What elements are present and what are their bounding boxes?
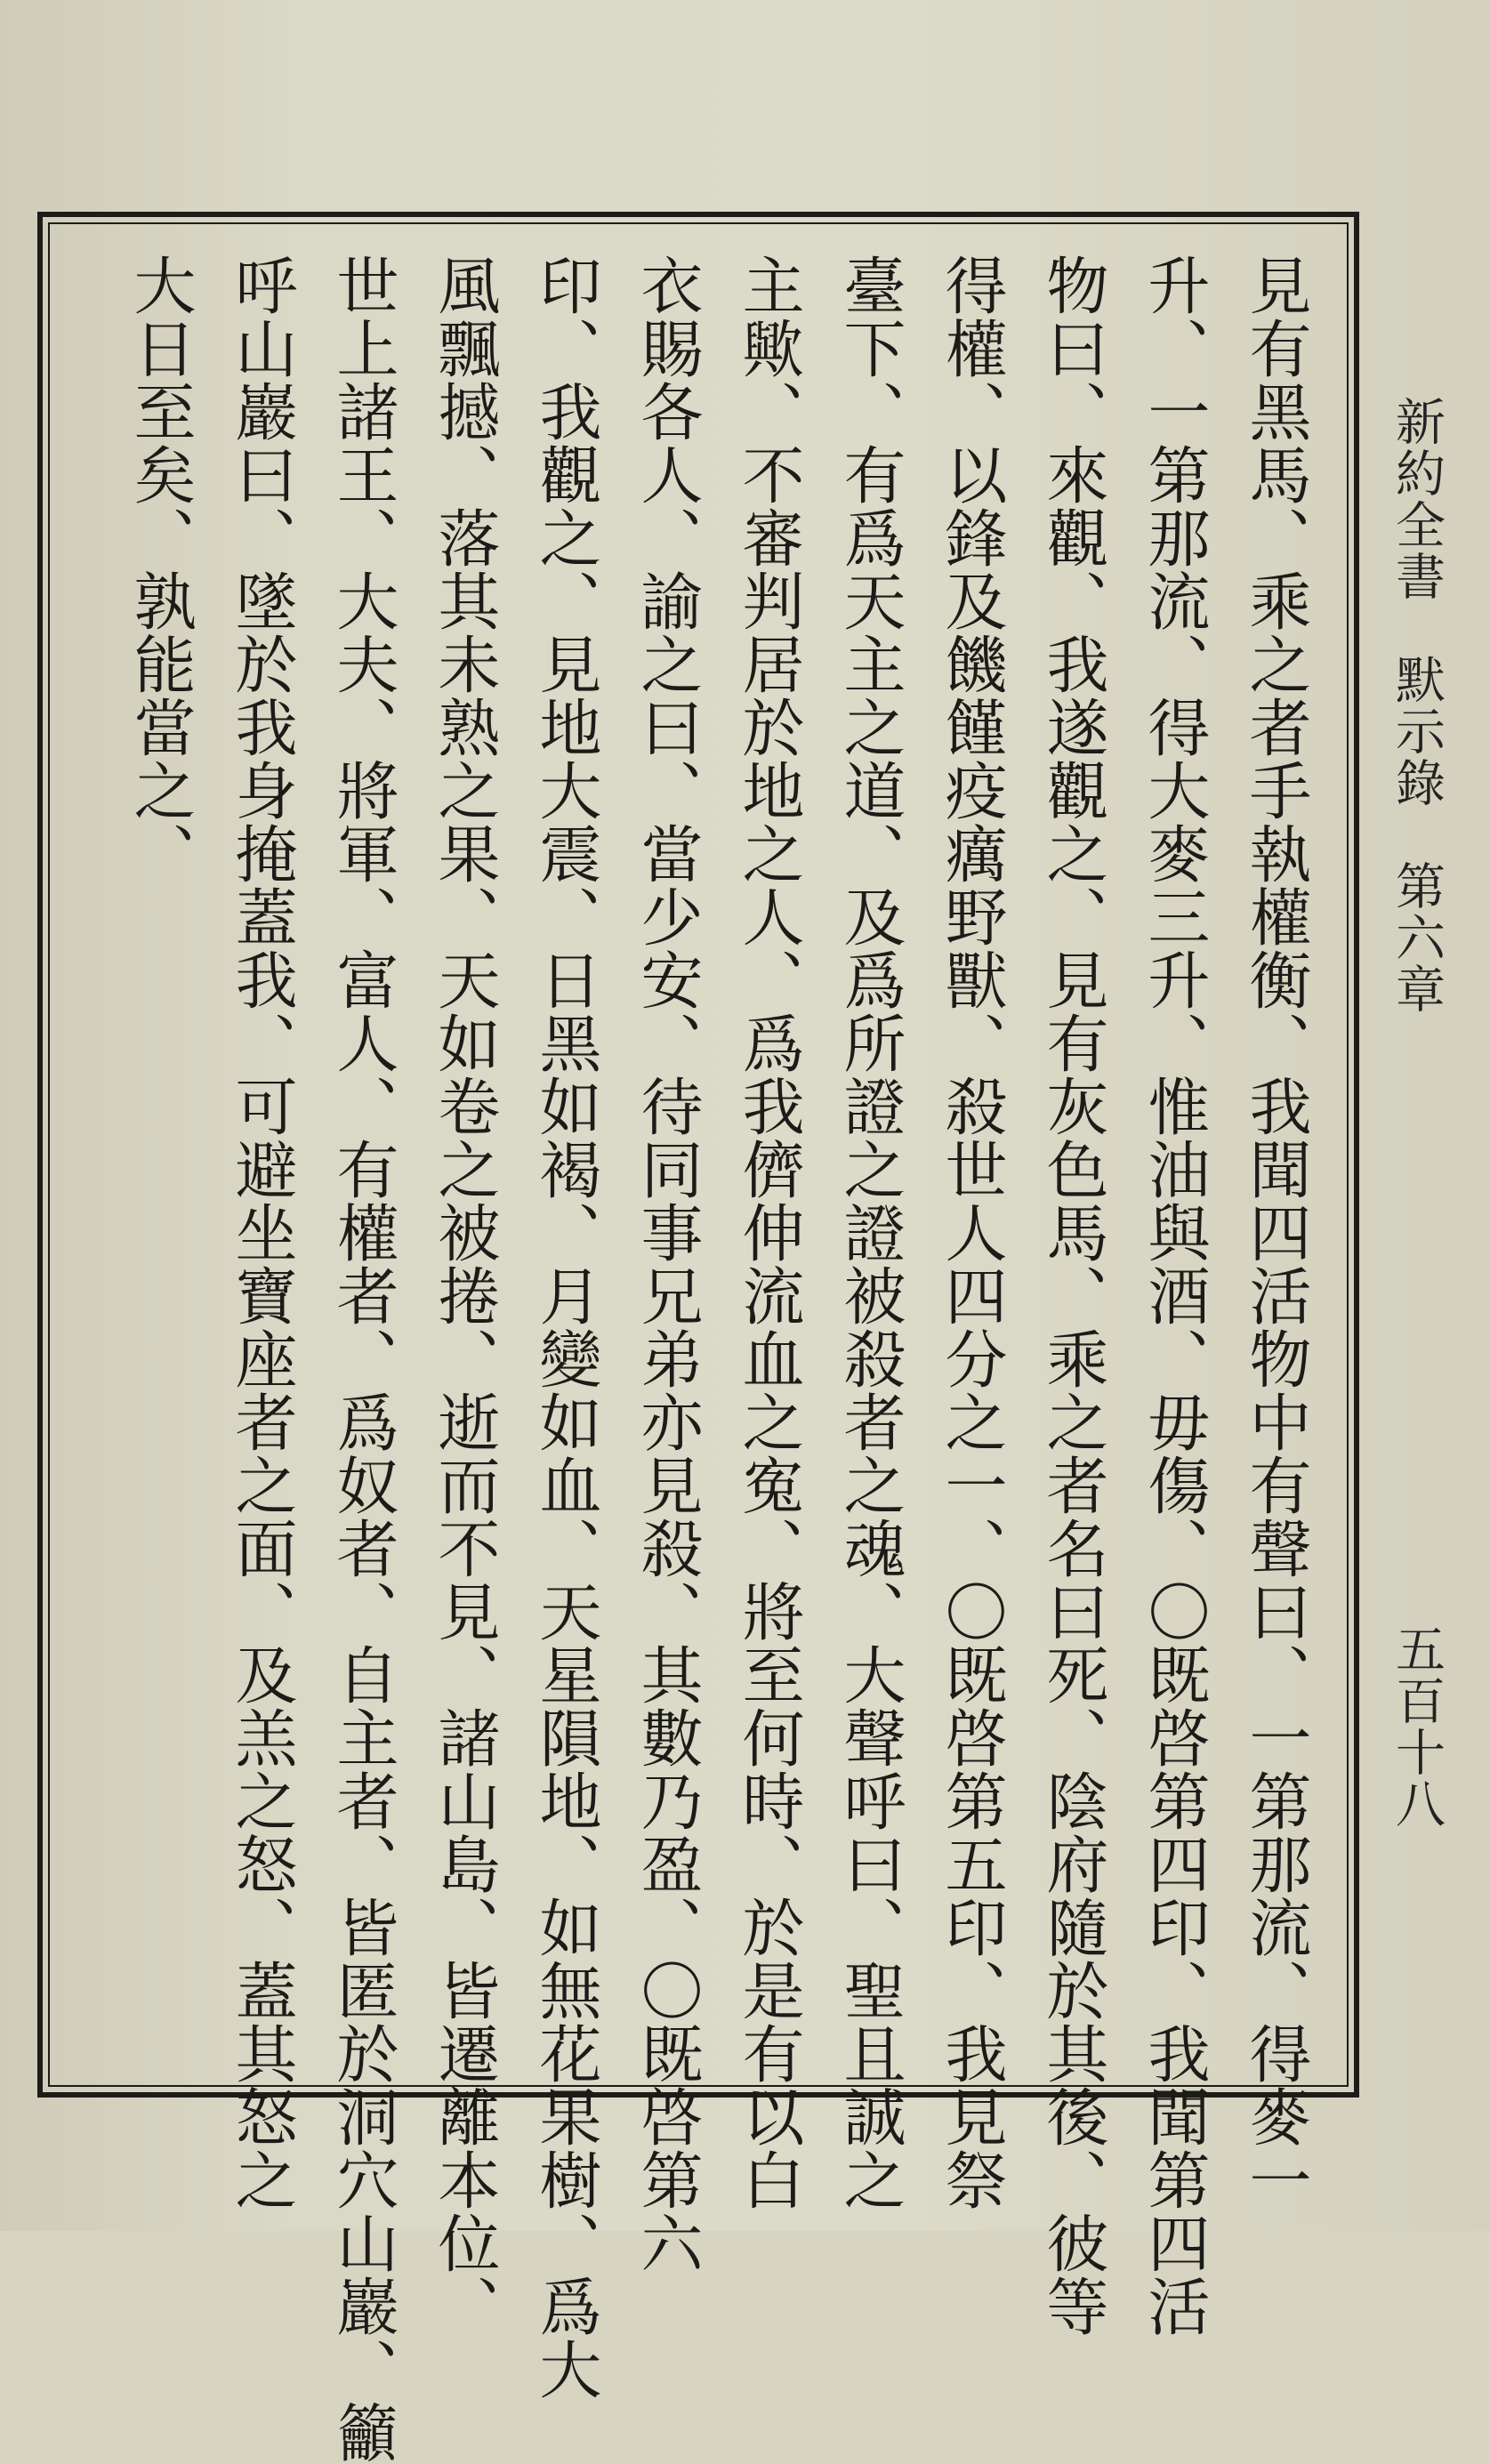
text-column: 物曰、來觀、我遂觀之、見有灰色馬、乘之者名曰死、陰府隨於其後、彼等	[1036, 254, 1109, 2338]
running-header	[1359, 396, 1466, 2050]
text-column: 見有黑馬、乘之者手執權衡、我聞四活物中有聲曰、一第那流、得麥一	[1239, 254, 1312, 2211]
text-column: 大日至矣、孰能當之、	[124, 254, 197, 885]
book-chapter-title: 新約全書 默示錄 第六章	[1388, 396, 1446, 1015]
text-column: 衣賜各人、諭之曰、當少安、待同事兄弟亦見殺、其數乃盈、〇既啓第六	[631, 254, 704, 2275]
text-column: 得權、以鋒及饑饉疫癘野獸、殺世人四分之一、〇既啓第五印、我見祭	[935, 254, 1008, 2211]
text-column: 世上諸王、大夫、將軍、富人、有權者、爲奴者、自主者、皆匿於洞穴山巖、籲	[326, 254, 399, 2464]
text-column: 呼山巖曰、墜於我身掩蓋我、可避坐寶座者之面、及羔之怒、蓋其怒之	[225, 254, 298, 2211]
text-column: 風飄撼、落其未熟之果、天如卷之被捲、逝而不見、諸山島、皆遷離本位、	[428, 254, 501, 2338]
text-column: 升、一第那流、得大麥三升、惟油與酒、毋傷、〇既啓第四印、我聞第四活	[1138, 254, 1211, 2338]
main-text-block	[71, 254, 1325, 2464]
text-column: 主歟、不審判居於地之人、爲我儕伸流血之寃、將至何時、於是有以白	[732, 254, 805, 2211]
page-number: 五百十八	[1388, 1623, 1446, 1830]
text-column: 印、我觀之、見地大震、日黑如褐、月變如血、天星隕地、如無花果樹、爲大	[529, 254, 602, 2401]
text-column: 臺下、有爲天主之道、及爲所證之證被殺者之魂、大聲呼曰、聖且誠之	[834, 254, 906, 2211]
